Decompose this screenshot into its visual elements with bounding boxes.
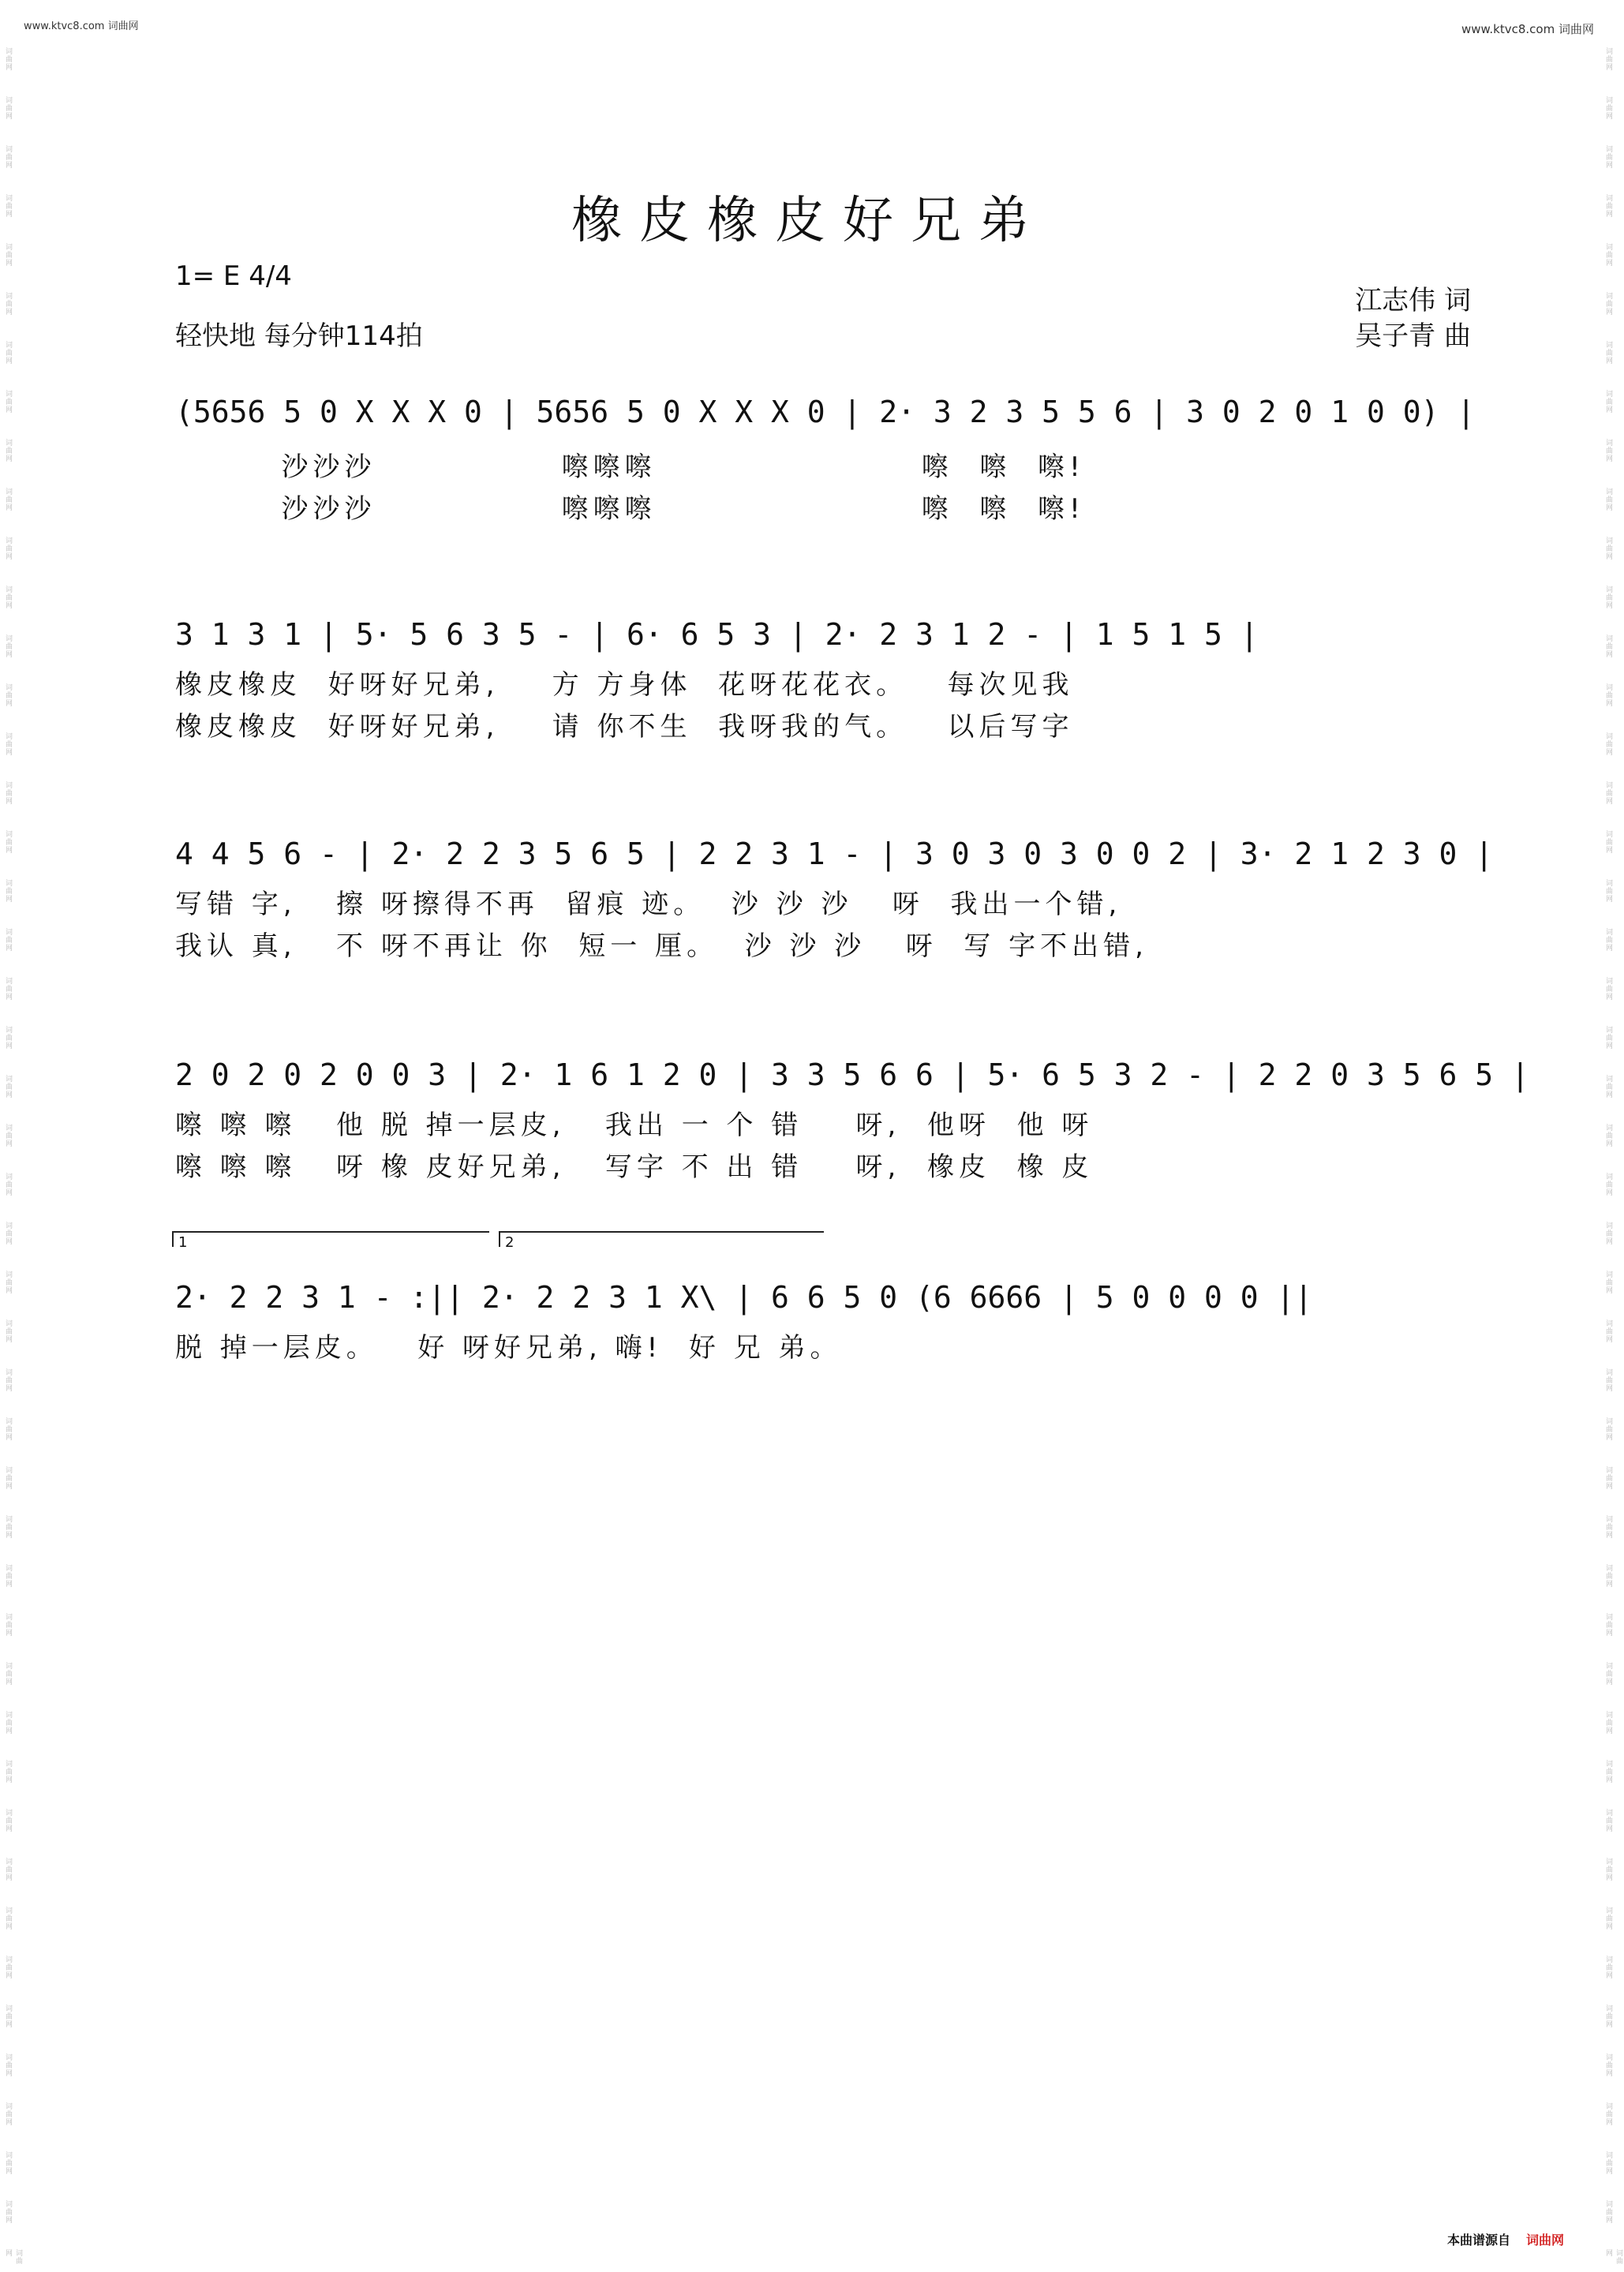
watermark-text: 词曲网 <box>4 439 12 462</box>
watermark-text: 词曲网 <box>1604 2053 1612 2077</box>
notes-line: 2· 2 2 3 1 - :|| 2· 2 2 3 1 X\ | 6 6 5 0 (6 6666 | 5 0 0 0 0 || <box>175 1280 1313 1315</box>
watermark-text: 词曲网 <box>4 243 12 267</box>
watermark-text: 词曲网 <box>1604 1809 1612 1832</box>
watermark-text: 词曲网 <box>1604 1271 1612 1294</box>
lyric-verse-2: 我认 真, 不 呀不再让 你 短一 厘。 沙 沙 沙 呀 写 字不出错, <box>175 930 1148 962</box>
watermark-text: 词曲网 <box>4 292 12 316</box>
lyric-verse-1: 嚓 嚓 嚓 他 脱 掉一层皮, 我出 一 个 错 呀, 他呀 他 呀 <box>175 1110 1094 1141</box>
watermark-text: 词曲网 <box>1604 1368 1612 1392</box>
score-system-2 <box>175 617 1466 743</box>
watermark-text: 词曲网 <box>1604 2151 1612 2175</box>
watermark-text: 词曲网 <box>1604 96 1612 120</box>
watermark-text: 词曲网 <box>4 977 12 1001</box>
watermark-text: 词曲网 <box>4 928 12 952</box>
watermark-text: 词曲网 <box>4 2249 22 2265</box>
score-system-1 <box>175 395 1476 526</box>
watermark-text: 词曲网 <box>4 1319 12 1343</box>
watermark-text: 词曲网 <box>1604 194 1612 218</box>
watermark-text: 词曲网 <box>1604 243 1612 267</box>
song-title: 橡皮橡皮好兄弟 <box>571 192 1046 250</box>
watermark-text: 词曲网 <box>4 683 12 707</box>
watermark-text: 词曲网 <box>4 1515 12 1539</box>
watermark-text: 词曲网 <box>4 830 12 854</box>
watermark-text: 词曲网 <box>1604 2102 1612 2126</box>
watermark-text: 词曲网 <box>1604 1711 1612 1735</box>
watermark-text: 词曲网 <box>1604 488 1612 511</box>
watermark-text: 词曲网 <box>4 1222 12 1245</box>
watermark-text: 词曲网 <box>1604 683 1612 707</box>
watermark-text: 词曲网 <box>4 2053 12 2077</box>
watermark-text: 词曲网 <box>4 1417 12 1441</box>
watermark-text: 词曲网 <box>1604 977 1612 1001</box>
watermark-text: 词曲网 <box>1604 1907 1612 1930</box>
watermark-text: 词曲网 <box>4 1271 12 1294</box>
score-system-4 <box>175 1057 1529 1184</box>
volta-number-2: 2 <box>505 1234 515 1251</box>
watermark-text: 词曲网 <box>4 1760 12 1784</box>
watermark-text: 词曲网 <box>1604 47 1612 71</box>
lyric-verse-1: 写错 字, 擦 呀擦得不再 留痕 迹。 沙 沙 沙 呀 我出一个错, <box>175 889 1122 920</box>
watermark-text: 词曲网 <box>1604 1858 1612 1881</box>
footer-source <box>1447 2230 1564 2248</box>
watermark-text: 词曲网 <box>1604 634 1612 658</box>
watermark-text: 词曲网 <box>4 1173 12 1196</box>
lyric-verse-2: 嚓 嚓 嚓 呀 橡 皮好兄弟, 写字 不 出 错 呀, 橡皮 橡 皮 <box>175 1151 1094 1183</box>
watermark-text: 词曲网 <box>4 879 12 903</box>
lyricist-credit: 江志伟 词 <box>1355 285 1471 316</box>
watermark-text: 词曲网 <box>4 586 12 609</box>
notes-line: 3 1 3 1 | 5· 5 6 3 5 - | 6· 6 5 3 | 2· 2 3 1 2 - | 1 5 1 5 | <box>175 617 1259 652</box>
watermark-text: 词曲网 <box>4 537 12 560</box>
lyric-verse-2: 橡皮橡皮 好呀好兄弟, 请 你不生 我呀我的气。 以后写字 <box>175 711 1074 743</box>
lyric-verse-1: 脱 掉一层皮。 好 呀好兄弟, 嗨! 好 兄 弟。 <box>175 1332 842 1364</box>
watermark-text: 词曲网 <box>1604 1173 1612 1196</box>
watermark-text: 词曲网 <box>4 1124 12 1147</box>
watermark-text: 词曲网 <box>4 2004 12 2028</box>
watermark-text: 词曲网 <box>1604 1026 1612 1050</box>
left-watermark-strip <box>0 0 22 2272</box>
footer-brand: 词曲网 <box>1525 2233 1564 2248</box>
watermark-text: 词曲网 <box>1604 1515 1612 1539</box>
watermark-text: 词曲网 <box>4 2151 12 2175</box>
watermark-text: 词曲网 <box>1604 1319 1612 1343</box>
watermark-text: 词曲网 <box>4 732 12 756</box>
volta-number-1: 1 <box>178 1234 188 1251</box>
watermark-text: 词曲网 <box>4 194 12 218</box>
watermark-text: 词曲网 <box>4 1368 12 1392</box>
watermark-text: 词曲网 <box>1604 781 1612 805</box>
watermark-text: 词曲网 <box>1604 2004 1612 2028</box>
watermark-text: 词曲网 <box>1604 1417 1612 1441</box>
lyric-verse-1: 橡皮橡皮 好呀好兄弟, 方 方身体 花呀花花衣。 每次见我 <box>175 669 1074 701</box>
watermark-text: 词曲网 <box>1604 341 1612 365</box>
watermark-text: 词曲网 <box>1604 145 1612 169</box>
watermark-text: 词曲网 <box>4 1613 12 1637</box>
footer-source-label: 本曲谱源自 <box>1446 2233 1510 2248</box>
score-system-3 <box>175 837 1494 963</box>
header-site-left: www.ktvc8.com 词曲网 <box>24 21 139 32</box>
header-site-right: www.ktvc8.com 词曲网 <box>1461 22 1594 36</box>
watermark-text: 词曲网 <box>4 1662 12 1686</box>
watermark-text: 词曲网 <box>1604 1760 1612 1784</box>
watermark-text: 词曲网 <box>1604 1613 1612 1637</box>
watermark-text: 词曲网 <box>4 781 12 805</box>
watermark-text: 词曲网 <box>1604 292 1612 316</box>
notes-line: (5656 5 0 X X X 0 | 5656 5 0 X X X 0 | 2· 3 2 3 5 5 6 | 3 0 2 0 1 0 0) | <box>175 395 1476 429</box>
right-watermark-strip <box>1600 0 1622 2272</box>
lyric-verse-2: 沙沙沙 嚓嚓嚓 嚓 嚓 嚓! <box>175 493 1085 525</box>
volta-bracket-1 <box>172 1231 489 1251</box>
key-signature: 1= E 4/4 <box>175 260 292 292</box>
watermark-text: 词曲网 <box>1604 2249 1622 2265</box>
watermark-text: 词曲网 <box>4 1026 12 1050</box>
watermark-text: 词曲网 <box>4 2102 12 2126</box>
watermark-text: 词曲网 <box>1604 1662 1612 1686</box>
watermark-text: 词曲网 <box>4 2200 12 2224</box>
watermark-text: 词曲网 <box>4 1907 12 1930</box>
volta-bracket-2 <box>499 1231 824 1251</box>
tempo-marking: 轻快地 每分钟114拍 <box>175 320 423 352</box>
watermark-text: 词曲网 <box>4 341 12 365</box>
watermark-text: 词曲网 <box>4 634 12 658</box>
watermark-text: 词曲网 <box>1604 830 1612 854</box>
watermark-text: 词曲网 <box>1604 1124 1612 1147</box>
composer-credit: 吴子青 曲 <box>1355 320 1471 352</box>
notes-line: 4 4 5 6 - | 2· 2 2 3 5 6 5 | 2 2 3 1 - | 3 0 3 0 3 0 0 2 | 3· 2 1 2 3 0 | <box>175 837 1494 871</box>
watermark-text: 词曲网 <box>1604 1222 1612 1245</box>
watermark-text: 词曲网 <box>1604 732 1612 756</box>
watermark-text: 词曲网 <box>4 1858 12 1881</box>
watermark-text: 词曲网 <box>1604 586 1612 609</box>
watermark-text: 词曲网 <box>1604 879 1612 903</box>
watermark-text: 词曲网 <box>4 1564 12 1588</box>
notes-line: 2 0 2 0 2 0 0 3 | 2· 1 6 1 2 0 | 3 3 5 6 6 | 5· 6 5 3 2 - | 2 2 0 3 5 6 5 | <box>175 1057 1529 1092</box>
lyric-verse-1: 沙沙沙 嚓嚓嚓 嚓 嚓 嚓! <box>175 451 1085 483</box>
watermark-text: 词曲网 <box>4 47 12 71</box>
watermark-text: 词曲网 <box>4 390 12 414</box>
watermark-text: 词曲网 <box>1604 2200 1612 2224</box>
watermark-text: 词曲网 <box>1604 1564 1612 1588</box>
score-system-5 <box>175 1280 1466 1364</box>
watermark-text: 词曲网 <box>4 488 12 511</box>
watermark-text: 词曲网 <box>1604 390 1612 414</box>
watermark-text: 词曲网 <box>4 96 12 120</box>
watermark-text: 词曲网 <box>1604 537 1612 560</box>
watermark-text: 词曲网 <box>4 1711 12 1735</box>
watermark-text: 词曲网 <box>1604 439 1612 462</box>
watermark-text: 词曲网 <box>4 1956 12 1979</box>
watermark-text: 词曲网 <box>4 1075 12 1099</box>
watermark-text: 词曲网 <box>4 1466 12 1490</box>
watermark-text: 词曲网 <box>1604 928 1612 952</box>
watermark-text: 词曲网 <box>4 145 12 169</box>
watermark-text: 词曲网 <box>1604 1956 1612 1979</box>
watermark-text: 词曲网 <box>1604 1466 1612 1490</box>
watermark-text: 词曲网 <box>4 1809 12 1832</box>
watermark-text: 词曲网 <box>1604 1075 1612 1099</box>
